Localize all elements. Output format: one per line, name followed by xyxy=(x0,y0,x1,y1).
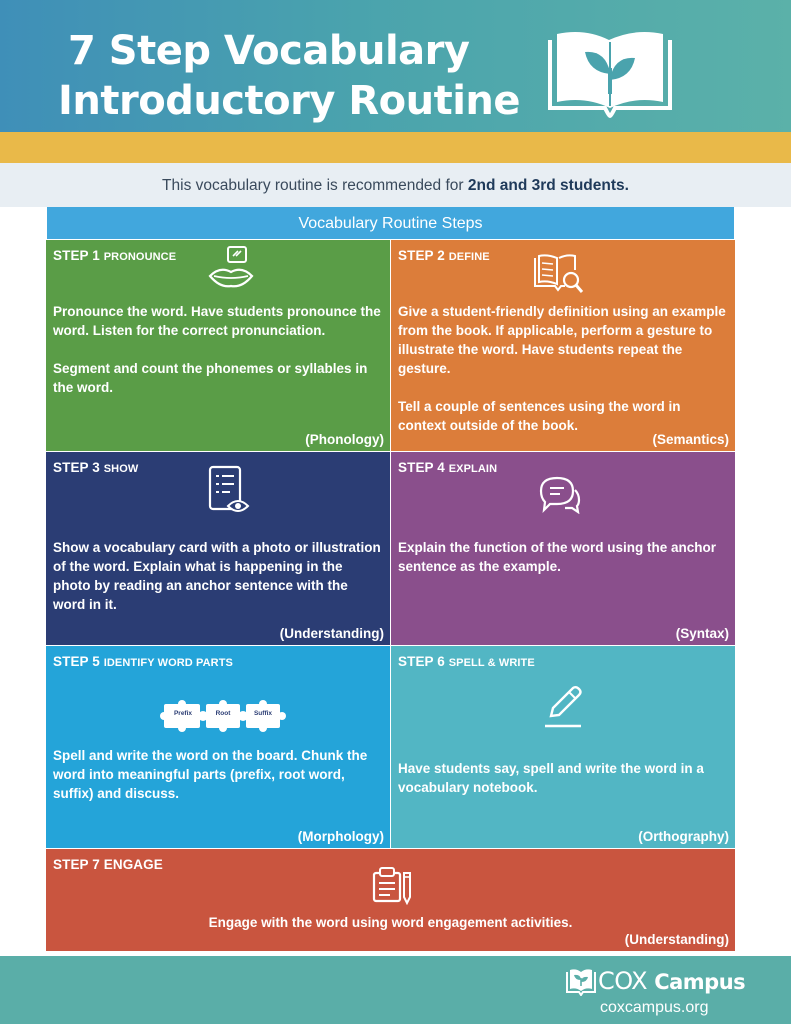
step-2-paragraph-1: Give a student-friendly definition using an example from the book. If applicable, perform a gesture to illustrate the word. Have students repeat the gesture. xyxy=(398,304,726,376)
step-6-tag: (Orthography) xyxy=(638,829,729,844)
book-magnifier-icon xyxy=(531,252,585,296)
brand-prefix: COX xyxy=(598,967,648,995)
step-7-card xyxy=(46,849,735,951)
puzzle-label-root: Root xyxy=(215,710,231,717)
puzzle-label-suffix: Suffix xyxy=(253,710,273,717)
step-6-description xyxy=(398,759,728,797)
puzzle-pieces-icon xyxy=(158,698,288,734)
step-6-paragraph-1: Have students say, spell and write the word in a vocabulary notebook. xyxy=(398,761,704,795)
grid-heading: Vocabulary Routine Steps xyxy=(46,207,735,239)
step-1-card xyxy=(46,240,390,451)
step-5-name: IDENTIFY WORD PARTS xyxy=(103,657,233,669)
step-7-description xyxy=(46,913,735,932)
step-2-description xyxy=(398,302,728,435)
brand-suffix: Campus xyxy=(654,970,746,994)
step-6-name: SPELL & WRITE xyxy=(448,657,535,669)
step-3-number: STEP 3 xyxy=(53,460,100,475)
puzzle-label-prefix: Prefix xyxy=(173,710,193,717)
title-line-2: Introductory Routine xyxy=(58,78,521,124)
step-2-paragraph-2: Tell a couple of sentences using the word in context outside of the book. xyxy=(398,399,681,433)
step-2-number: STEP 2 xyxy=(398,248,445,263)
page-title xyxy=(58,26,528,126)
lips-speech-icon xyxy=(206,244,256,290)
step-2-name: DEFINE xyxy=(448,251,490,263)
header-banner xyxy=(0,0,791,132)
brand-name xyxy=(598,967,745,995)
step-4-number: STEP 4 xyxy=(398,460,445,475)
cox-campus-logo-icon xyxy=(565,968,597,996)
step-5-tag: (Morphology) xyxy=(297,829,384,844)
step-2-card xyxy=(391,240,735,451)
step-6-card xyxy=(391,646,735,848)
step-3-paragraph-1: Show a vocabulary card with a photo or illustration of the word. Explain what is happening in the photo by reading an anchor sentence with the word in it. xyxy=(53,540,381,612)
step-4-description xyxy=(398,538,728,576)
step-5-description xyxy=(53,746,388,803)
open-book-sprout-icon xyxy=(545,28,675,120)
intro-text: This vocabulary routine is recommended for xyxy=(162,177,468,194)
step-7-number: STEP 7 xyxy=(53,857,100,872)
step-1-number: STEP 1 xyxy=(53,248,100,263)
step-1-paragraph-1: Pronounce the word. Have students pronounce the word. Listen for the correct pronunciation. xyxy=(53,304,381,338)
brand-url: coxcampus.org xyxy=(600,999,709,1016)
step-4-tag: (Syntax) xyxy=(675,626,729,641)
step-5-card xyxy=(46,646,390,848)
step-3-card xyxy=(46,452,390,645)
step-4-paragraph-1: Explain the function of the word using the anchor sentence as the example. xyxy=(398,540,717,574)
step-3-description xyxy=(53,538,383,614)
step-6-number: STEP 6 xyxy=(398,654,445,669)
step-4-name: EXPLAIN xyxy=(448,463,498,475)
step-2-tag: (Semantics) xyxy=(652,432,729,447)
intro-statement xyxy=(0,163,791,207)
step-7-tag: (Understanding) xyxy=(624,932,729,947)
intro-highlight: 2nd and 3rd students. xyxy=(467,177,629,194)
title-line-1: 7 Step Vocabulary xyxy=(68,28,470,74)
step-1-paragraph-2: Segment and count the phonemes or syllables in the word. xyxy=(53,361,368,395)
step-4-card xyxy=(391,452,735,645)
step-1-tag: (Phonology) xyxy=(305,432,384,447)
clipboard-pencil-icon xyxy=(370,863,414,905)
speech-bubbles-icon xyxy=(537,474,583,514)
step-5-paragraph-1: Spell and write the word on the board. Chunk the word into meaningful parts (prefix, root word, suffix) and discuss. xyxy=(53,748,368,801)
step-1-name: PRONOUNCE xyxy=(103,251,177,263)
step-3-tag: (Understanding) xyxy=(279,626,384,641)
routine-steps-grid xyxy=(46,207,735,947)
step-4-title xyxy=(398,460,728,475)
step-7-name: ENGAGE xyxy=(103,857,163,872)
step-6-title xyxy=(398,654,728,669)
step-7-paragraph-1: Engage with the word using word engagement activities. xyxy=(208,915,573,930)
step-1-description xyxy=(53,302,383,397)
accent-band xyxy=(0,132,791,163)
document-eye-icon xyxy=(206,464,252,518)
pencil-icon xyxy=(541,684,585,730)
step-5-number: STEP 5 xyxy=(53,654,100,669)
step-5-title xyxy=(53,654,383,669)
step-3-name: SHOW xyxy=(103,463,139,475)
